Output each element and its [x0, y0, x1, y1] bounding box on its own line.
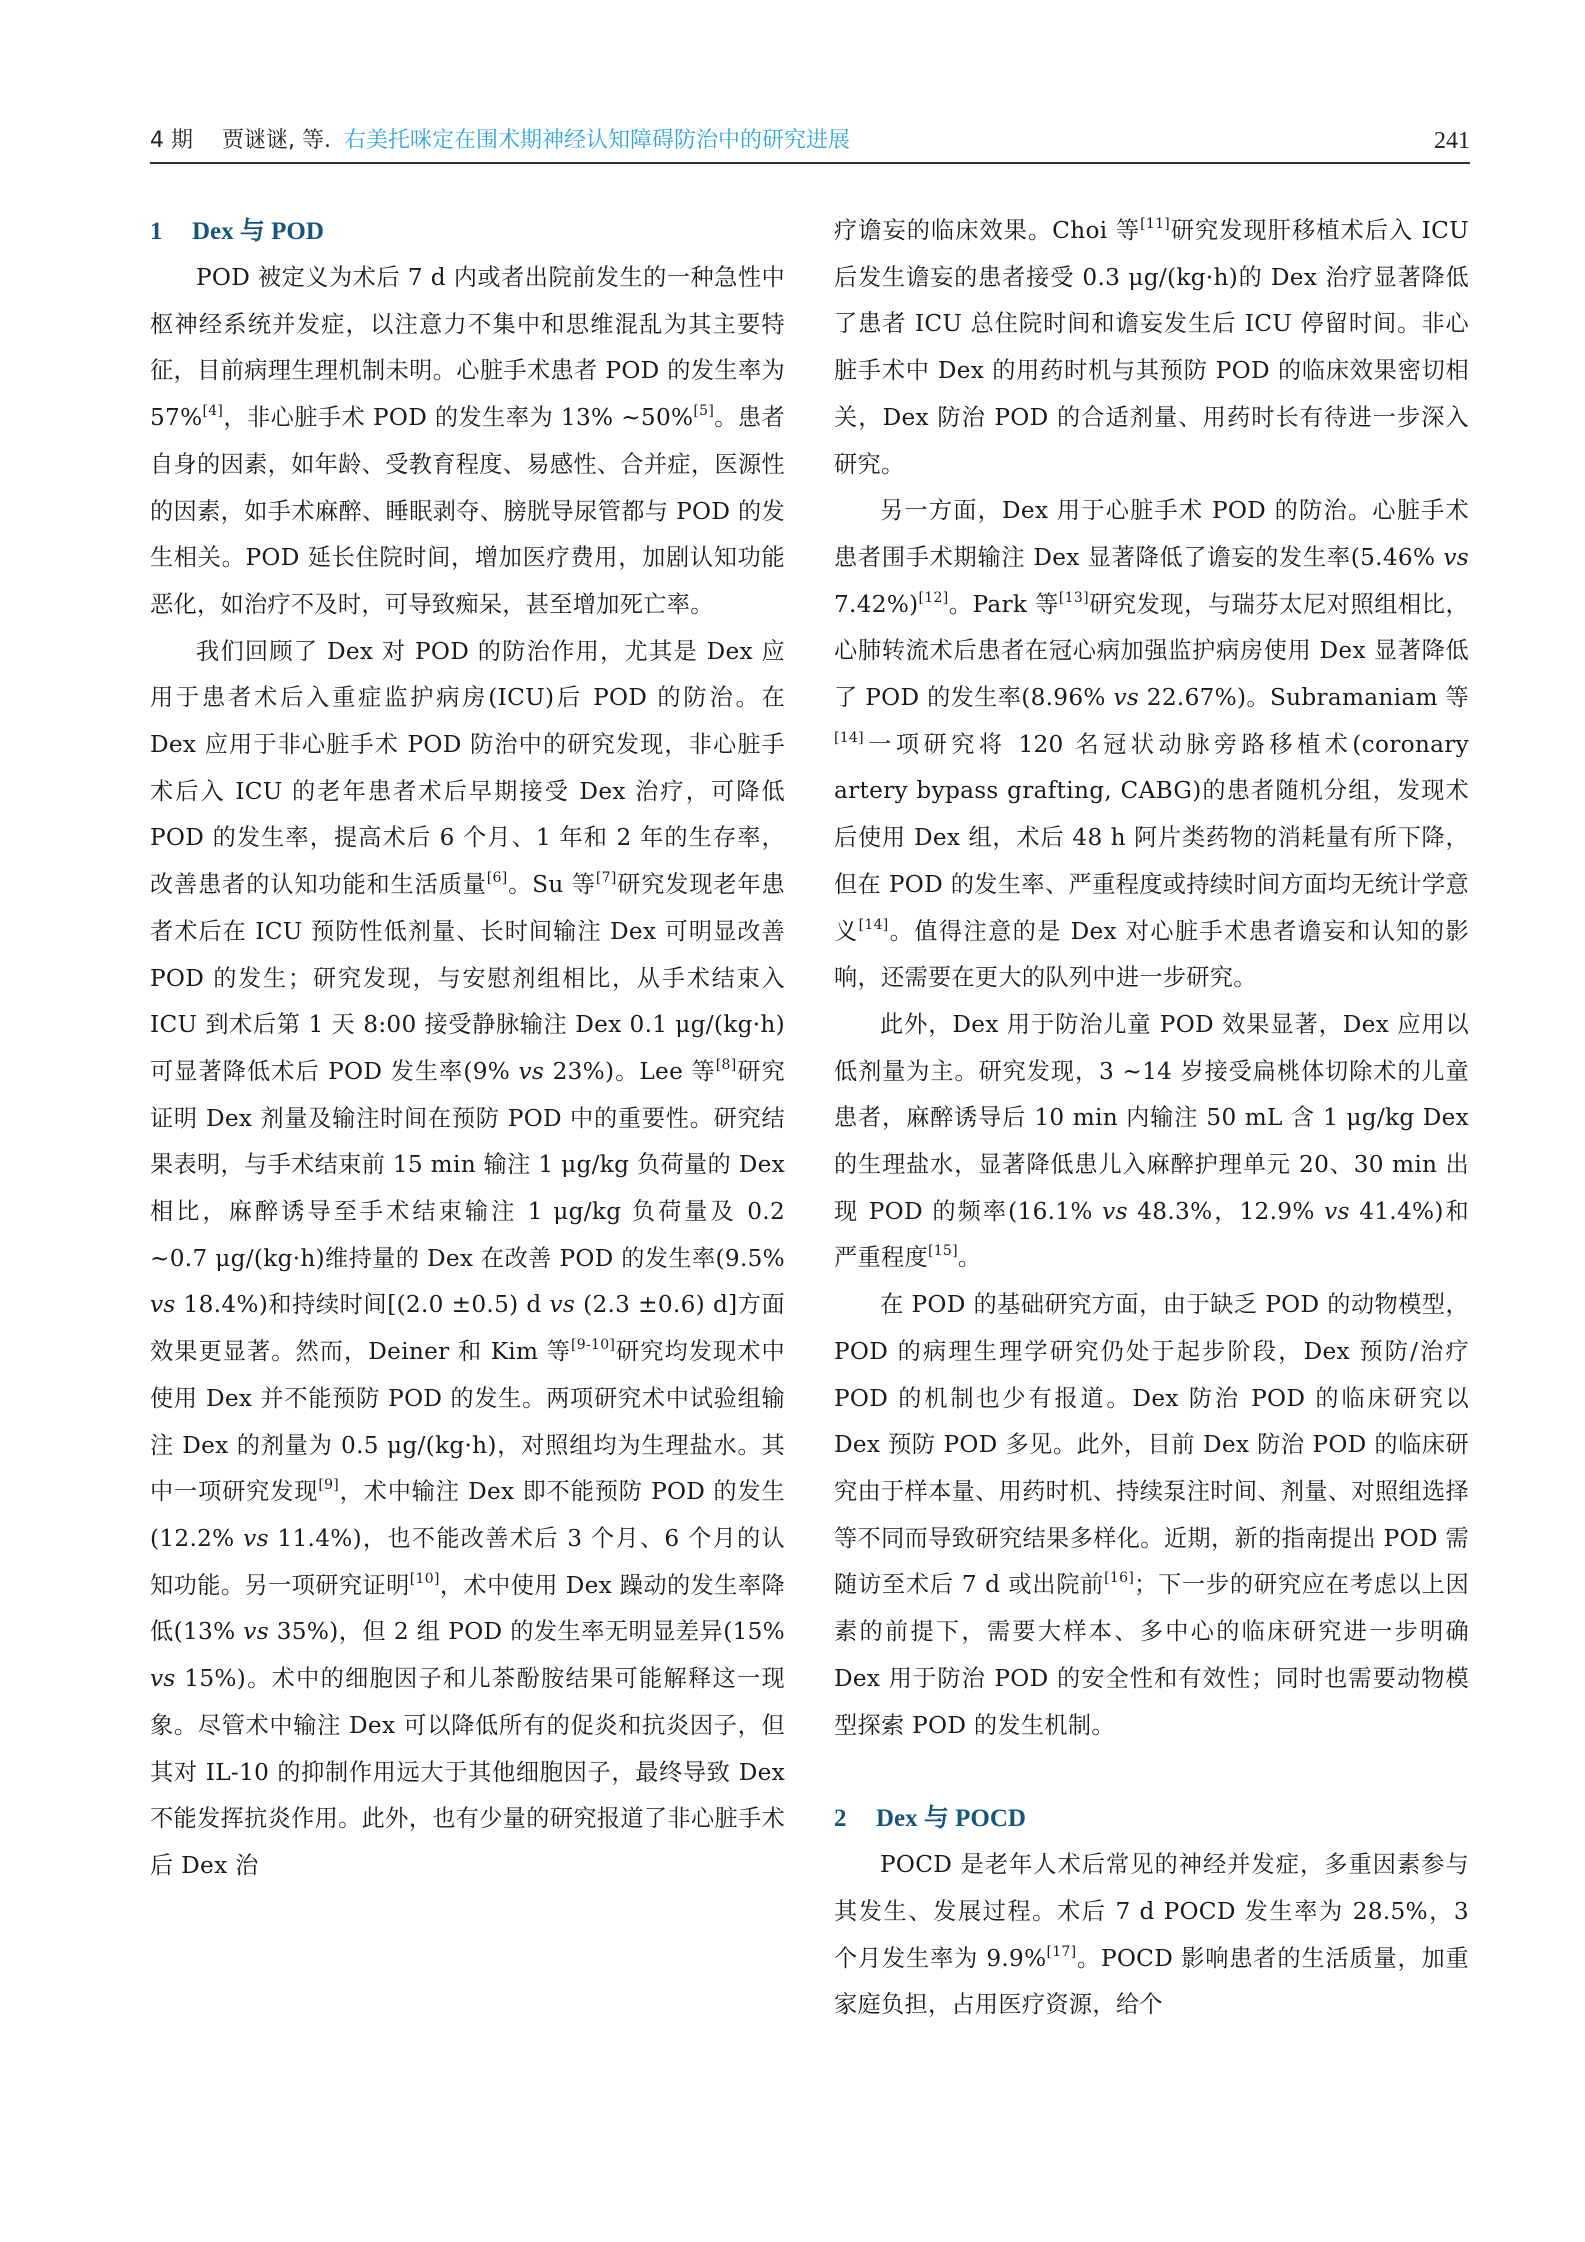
section-spacer	[834, 1749, 1469, 1795]
citation-ref[interactable]: [4]	[202, 403, 224, 420]
text-run: 11.4%)，也不能改善术后 3 个月、6 个月的认知功能。另一项研究证明	[150, 1524, 786, 1599]
citation-ref[interactable]: [14]	[858, 916, 889, 933]
citation-ref[interactable]: [11]	[1140, 216, 1171, 232]
section-title: Dex 与 POD	[192, 218, 324, 245]
text-run: 研究发现，与瑞芬太尼对照组相比，心肺转流术后患者在冠心病加强监护病房使用 Dex 显著降低了 POD 的发生率(8.96%	[834, 590, 1469, 712]
text-run: 研究证明 Dex 剂量及输注时间在预防 POD 中的重要性。研究结果表明，与手术结束前 15 min 输注 1 μg/kg 负荷量的 Dex 相比，麻醉诱导至手术结束输注 1 μg/kg 负荷量及 0.2 ~0.7 μg/(kg·h)维持量的 Dex 在改善 POD 的发生率(9.5%	[150, 1057, 785, 1272]
text-run: ，术中使用 Dex 躁动的发生率降低(13%	[150, 1571, 785, 1646]
italic-term: vs	[549, 1291, 576, 1319]
text-run: 。Su 等	[507, 871, 596, 899]
citation-ref[interactable]: [17]	[1046, 1943, 1077, 1960]
text-run: 研究均发现术中使用 Dex 并不能预防 POD 的发生。两项研究术中试验组输注 Dex 的剂量为 0.5 μg/(kg·h)，对照组均为生理盐水。其中一项研究发现	[150, 1338, 785, 1506]
paragraph	[150, 629, 785, 1890]
citation-ref[interactable]: [5]	[693, 403, 715, 420]
text-run: ，非心脏手术 POD 的发生率为 13% ~50%	[223, 404, 694, 432]
section-title: Dex 与 POCD	[876, 1805, 1026, 1833]
italic-term: vs	[150, 1665, 176, 1693]
issue-label: 4 期	[150, 128, 193, 153]
text-run: 。值得注意的是 Dex 对心脏手术患者谵妄和认知的影响，还需要在更大的队列中进一步研究。	[834, 917, 1469, 992]
text-run: 。	[957, 1244, 982, 1272]
citation-ref[interactable]: [8]	[715, 1056, 737, 1073]
citation-ref[interactable]: [13]	[1058, 589, 1089, 606]
text-run: 7.42%)	[834, 590, 919, 618]
paragraph	[834, 1282, 1469, 1749]
citation-ref[interactable]: [15]	[927, 1243, 958, 1260]
text-run: POD 被定义为术后 7 d 内或者出院前发生的一种急性中枢神经系统并发症，以注意力不集中和思维混乱为其主要特征，目前病理生理机制未明。心脏手术患者 POD 的发生率为 57%	[150, 264, 785, 432]
italic-term: vs	[1102, 1197, 1128, 1225]
text-run: 研究发现老年患者术后在 ICU 预防性低剂量、长时间输注 Dex 可明显改善 POD 的发生；研究发现，与安慰剂组相比，从手术结束入 ICU 到术后第 1 天 8:00 接受静脉输注 Dex 0.1 μg/(kg·h)可显著降低术后 POD 发生率(9%	[150, 871, 785, 1085]
text-run: 疗谵妄的临床效果。Choi 等	[834, 217, 1141, 244]
text-run: 。患者自身的因素，如年龄、受教育程度、易感性、合并症，医源性的因素，如手术麻醉、睡眠剥夺、膀胱导尿管都与 POD 的发生相关。POD 延长住院时间，增加医疗费用，加剧认知功能恶化，如治疗不及时，可导致痴呆，甚至增加死亡率。	[150, 404, 786, 618]
section-number: 1	[150, 218, 163, 245]
text-run: 研究发现肝移植术后入 ICU 后发生谵妄的患者接受 0.3 μg/(kg·h)的 Dex 治疗显著降低了患者 ICU 总住院时间和谵妄发生后 ICU 停留时间。非心脏手术中 Dex 的用药时机与其预防 POD 的临床效果密切相关，Dex 防治 POD 的合适剂量、用药时长有待进一步深入研究。	[834, 217, 1470, 478]
running-header	[150, 125, 1470, 157]
italic-term: vs	[150, 1291, 176, 1319]
right-column	[834, 208, 1469, 2029]
text-run: (2.3 ±0.6) d]方面效果更显著。然而，Deiner 和 Kim 等	[150, 1291, 786, 1366]
text-run: 23%)。Lee 等	[544, 1057, 716, 1085]
italic-term: vs	[243, 1618, 269, 1646]
italic-term: vs	[1113, 684, 1140, 712]
section-heading-2	[834, 1795, 1469, 1842]
text-run: POCD 是老年人术后常见的神经并发症，多重因素参与其发生、发展过程。术后 7 d POCD 发生率为 28.5%，3 个月发生率为 9.9%	[834, 1851, 1469, 1972]
italic-term: vs	[1324, 1197, 1350, 1225]
citation-ref[interactable]: [9-10]	[571, 1337, 616, 1354]
article-title: 右美托咪定在围术期神经认知障碍防治中的研究进展	[343, 128, 850, 153]
authors-label: 贾谜谜, 等.	[222, 128, 331, 153]
text-run: 我们回顾了 Dex 对 POD 的防治作用，尤其是 Dex 应用于患者术后入重症监护病房(ICU)后 POD 的防治。在 Dex 应用于非心脏手术 POD 防治中的研究发现，非心脏手术后入 ICU 的老年患者术后早期接受 Dex 治疗，可降低 POD 的发生率，提高术后 6 个月、1 年和 2 年的生存率，改善患者的认知功能和生活质量	[150, 637, 785, 899]
page-number: 241	[1434, 128, 1470, 154]
section-number: 2	[834, 1805, 847, 1833]
paragraph	[150, 255, 785, 629]
header-divider	[150, 162, 1470, 164]
paragraph	[834, 488, 1469, 1002]
italic-term: vs	[1443, 543, 1469, 571]
text-run: ，术中输注 Dex 即不能预防 POD 的发生(12.2%	[150, 1478, 785, 1552]
text-run: 在 POD 的基础研究方面，由于缺乏 POD 的动物模型，POD 的病理生理学研究仍处于起步阶段，Dex 预防/治疗 POD 的机制也少有报道。Dex 防治 POD 的临床研究以 Dex 预防 POD 多见。此外，目前 Dex 防治 POD 的临床研究由于样本量、用药时机、持续泵注时间、剂量、对照组选择等不同而导致研究结果多样化。近期，新的指南提出 POD 需随访至术后 7 d 或出院前	[834, 1291, 1469, 1599]
citation-ref[interactable]: [9]	[318, 1477, 340, 1494]
text-run: 18.4%)和持续时间[(2.0 ±0.5) d	[175, 1291, 550, 1319]
citation-ref[interactable]: [6]	[486, 870, 508, 887]
italic-term: vs	[243, 1524, 269, 1552]
text-run: 15%)。术中的细胞因子和儿茶酚胺结果可能解释这一现象。尽管术中输注 Dex 可以降低所有的促炎和抗炎因子，但其对 IL-10 的抑制作用远大于其他细胞因子，最终导致 Dex 不能发挥抗炎作用。此外，也有少量的研究报道了非心脏手术后 Dex 治	[150, 1665, 785, 1879]
text-run: 。Park 等	[948, 590, 1059, 618]
citation-ref[interactable]: [14]	[834, 729, 864, 746]
text-run: 一项研究将 120 名冠状动脉旁路移植术(coronary artery bypass grafting, CABG)的患者随机分组，发现术后使用 Dex 组，术后 48 h 阿片类药物的消耗量有所下降，但在 POD 的发生率、严重程度或持续时间方面均无统计学意义	[834, 730, 1469, 945]
text-run: 。POCD 影响患者的生活质量，加重家庭负担，占用医疗资源，给个	[834, 1944, 1469, 2019]
section-heading-1	[150, 208, 785, 255]
text-run: 另一方面，Dex 用于心脏手术 POD 的防治。心脏手术患者围手术期输注 Dex 显著降低了谵妄的发生率(5.46%	[834, 497, 1469, 571]
paragraph	[834, 1002, 1469, 1282]
text-run: 48.3%，12.9%	[1127, 1197, 1325, 1225]
text-run: ；下一步的研究应在考虑以上因素的前提下，需要大样本、多中心的临床研究进一步明确 Dex 用于防治 POD 的安全性和有效性；同时也需要动物模型探索 POD 的发生机制。	[834, 1571, 1469, 1739]
text-run: 此外，Dex 用于防治儿童 POD 效果显著，Dex 应用以低剂量为主。研究发现，3 ~14 岁接受扁桃体切除术的儿童患者，麻醉诱导后 10 min 内输注 50 mL 含 1 μg/kg Dex 的生理盐水，显著降低患儿入麻醉护理单元 20、30 min 出现 POD 的频率(16.1%	[834, 1010, 1469, 1225]
italic-term: vs	[518, 1057, 545, 1085]
text-run: 22.67%)。Subramaniam 等	[1139, 684, 1469, 712]
citation-ref[interactable]: [12]	[918, 589, 949, 606]
text-run: 35%)，但 2 组 POD 的发生率无明显差异(15%	[268, 1618, 785, 1646]
paragraph	[834, 208, 1469, 488]
left-column	[150, 208, 785, 1890]
paragraph	[834, 1842, 1469, 2029]
text-run: 41.4%)和严重程度	[834, 1197, 1469, 1272]
citation-ref[interactable]: [10]	[409, 1570, 440, 1587]
citation-ref[interactable]: [16]	[1104, 1570, 1135, 1587]
citation-ref[interactable]: [7]	[595, 870, 617, 887]
